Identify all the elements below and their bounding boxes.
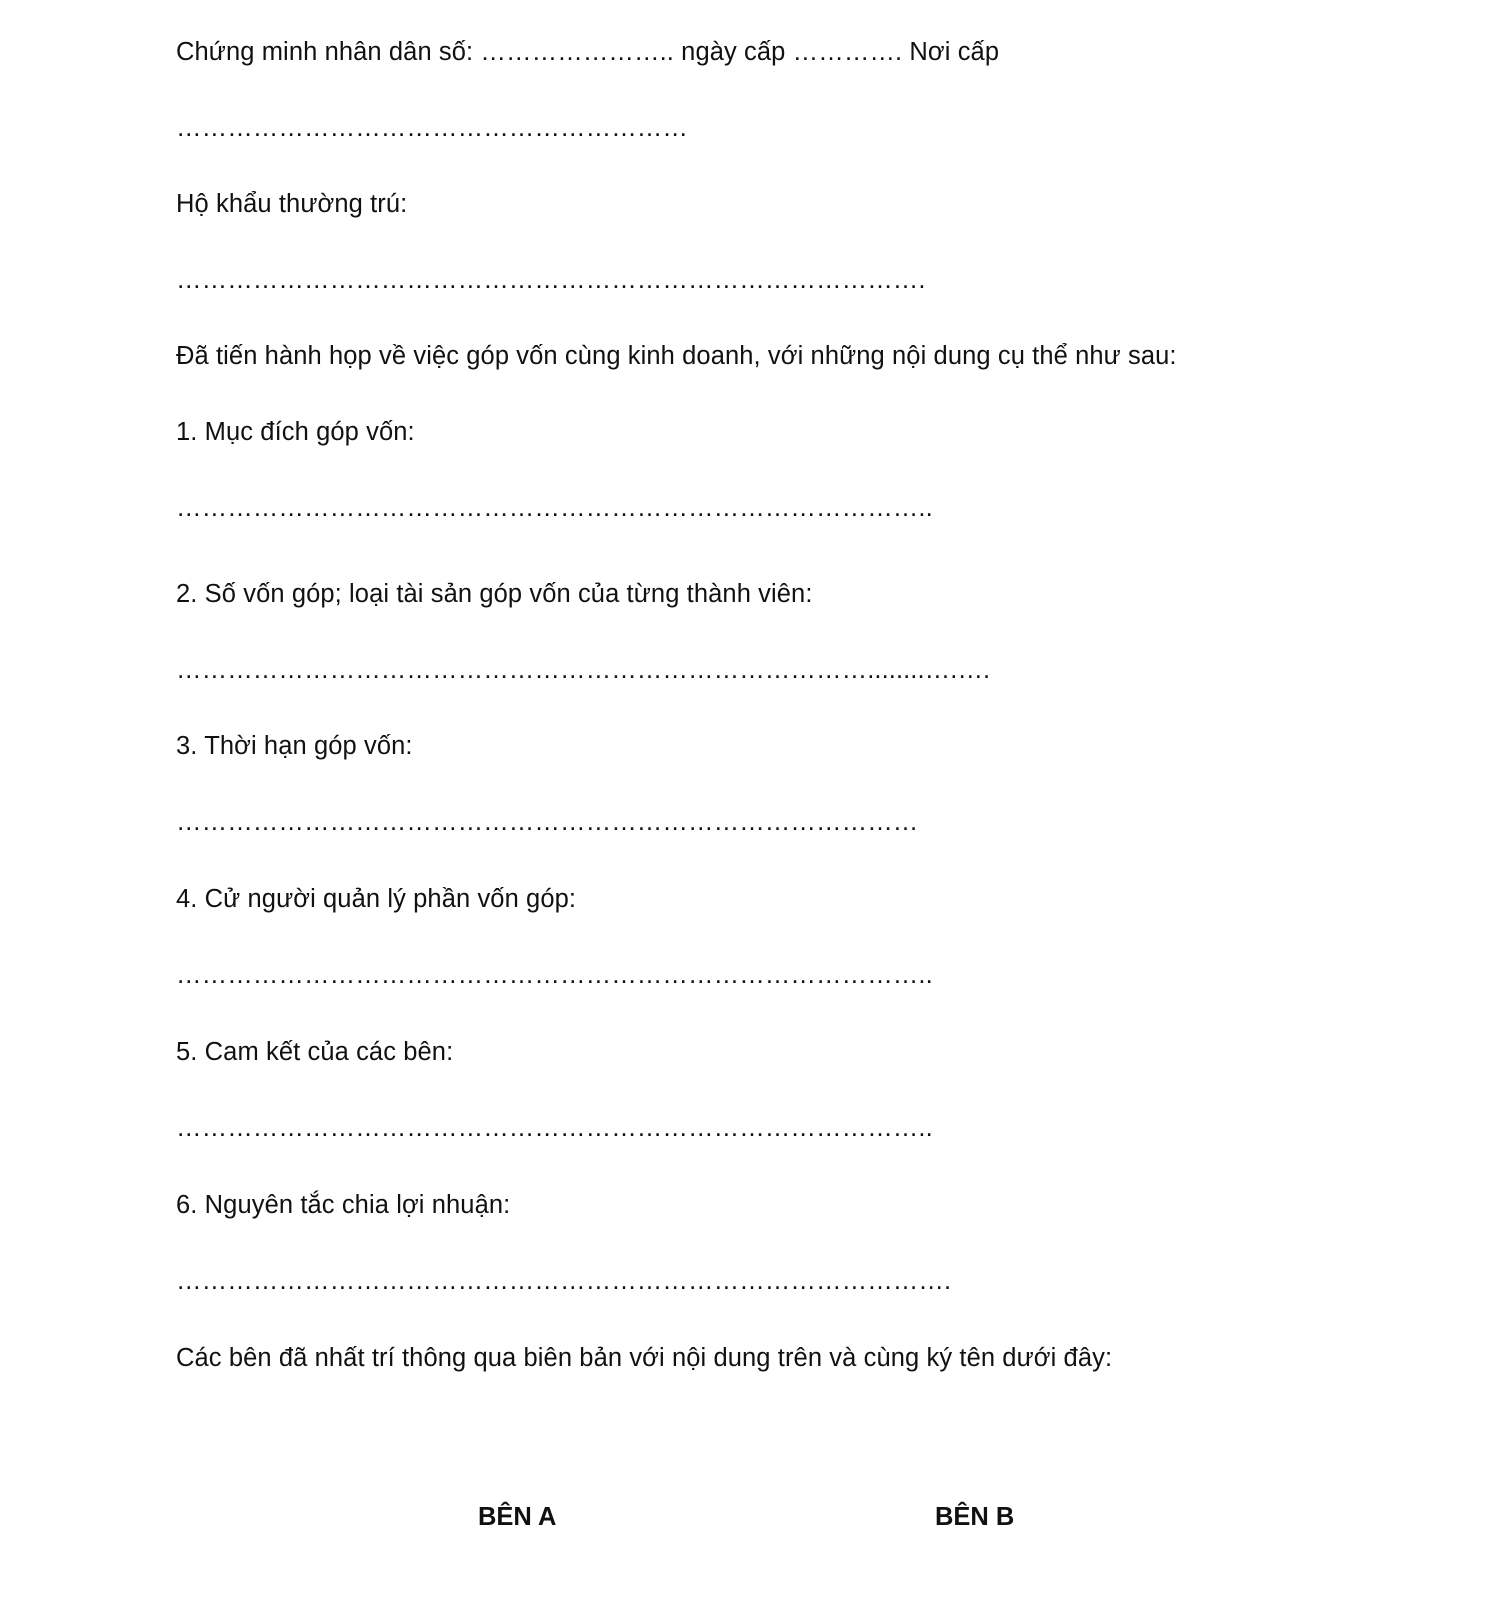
item-5-fill-line: …………………………………………………………………………….. bbox=[176, 1114, 933, 1142]
residence-label: Hộ khẩu thường trú: bbox=[176, 190, 408, 218]
closing-statement: Các bên đã nhất trí thông qua biên bản với nội dung trên và cùng ký tên dưới đây: bbox=[176, 1344, 1113, 1372]
item-1-fill-line: …………………………………………………………………………….. bbox=[176, 494, 933, 522]
item-5-label: 5. Cam kết của các bên: bbox=[176, 1038, 454, 1066]
item-6-fill-line: ………………………………………………………………………………. bbox=[176, 1267, 952, 1295]
item-3-label: 3. Thời hạn góp vốn: bbox=[176, 732, 413, 760]
item-3-fill-line: …………………………………………………………………………… bbox=[176, 808, 919, 836]
intro-paragraph: Đã tiến hành họp về việc góp vốn cùng kinh doanh, với những nội dung cụ thể như sau: bbox=[176, 342, 1177, 370]
item-6-label: 6. Nguyên tắc chia lợi nhuận: bbox=[176, 1191, 511, 1219]
party-b-signature-heading: BÊN B bbox=[935, 1503, 1015, 1531]
item-4-label: 4. Cử người quản lý phần vốn góp: bbox=[176, 885, 577, 913]
item-4-fill-line: …………………………………………………………………………….. bbox=[176, 961, 933, 989]
party-a-signature-heading: BÊN A bbox=[478, 1503, 557, 1531]
item-1-label: 1. Mục đích góp vốn: bbox=[176, 418, 415, 446]
item-2-fill-line: ………………………………………………………………………........….…. bbox=[176, 656, 991, 684]
item-2-label: 2. Số vốn góp; loại tài sản góp vốn của từng thành viên: bbox=[176, 580, 813, 608]
id-card-fill-line: …………………………………………………… bbox=[176, 114, 688, 142]
id-card-line: Chứng minh nhân dân số: ………………….. ngày cấp …………. Nơi cấp bbox=[176, 38, 1000, 66]
residence-fill-line: ……………………………………………………………………………. bbox=[176, 266, 926, 294]
